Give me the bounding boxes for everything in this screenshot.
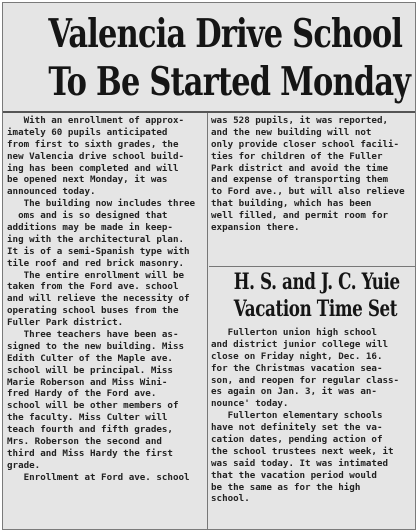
text-line: The entire enrollment will be (7, 269, 185, 281)
text-line: school will be principal. Miss (7, 364, 173, 376)
text-line: Fullerton union high school (211, 327, 377, 338)
text-line: Marie Roberson and Miss Wini- (7, 376, 168, 388)
text-line: signed to the new building. Miss (7, 340, 185, 352)
subhead-line-2: Vacation Time Set (233, 296, 398, 322)
text-line: was said today. It was intimated (211, 457, 389, 469)
text-line: third and Miss Hardy the first (7, 447, 173, 459)
text-line: be opened next Monday, it was (7, 174, 168, 186)
text-line: Mrs. Roberson the second and (7, 436, 162, 448)
text-line: operating school buses from the (7, 305, 179, 317)
text-line: announced today. (7, 186, 96, 198)
text-line: for the Christmas vacation sea- (211, 362, 383, 374)
text-line: teach fourth and fifth grades, (7, 424, 173, 436)
text-line: and district junior college will (211, 338, 389, 350)
article-left-column (7, 115, 203, 484)
text-line: cation dates, pending action of (211, 434, 383, 446)
text-line: With an enrollment of approx- (7, 115, 185, 126)
text-line: have not definitely set the va- (211, 422, 383, 434)
text-line: that building, which has been (211, 198, 372, 210)
text-line: be the same as for the high (211, 481, 361, 493)
text-line: oms and is so designed that (7, 210, 168, 222)
text-line: to Ford ave., but will also relieve (211, 186, 405, 198)
text-line: The building now includes three (7, 198, 196, 210)
text-line: ing with the architectural plan. (7, 233, 185, 245)
text-line: expansion there. (211, 222, 300, 234)
newspaper-clipping (2, 2, 416, 530)
article-separator-rule (209, 266, 415, 267)
vacation-article-column (211, 327, 411, 505)
headline-rule (3, 111, 415, 113)
text-line: ing has been completed and will (7, 162, 179, 174)
text-line: well filled, and permit room for (211, 210, 389, 222)
text-line: Fuller Park district. (7, 317, 124, 329)
headline-line-1: Valencia Drive School (48, 11, 403, 57)
text-line: school. (211, 493, 250, 505)
text-line: fred Hardy of the Ford ave. (7, 388, 157, 400)
text-line: nounce' today. (211, 398, 289, 410)
text-line: Enrollment at Ford ave. school (7, 471, 190, 483)
text-line: Three teachers have been as- (7, 329, 179, 341)
text-line: Fullerton elementary schools (211, 410, 383, 422)
article-right-column (211, 115, 411, 234)
text-line: taken from the Ford ave. school (7, 281, 179, 293)
text-line: and the new building will not (211, 126, 372, 138)
text-line: only provide closer school facili- (211, 138, 400, 150)
text-line: from first to sixth grades, the (7, 138, 179, 150)
text-line: was 528 pupils, it was reported, (211, 115, 389, 126)
text-line: and expense of transporting them (211, 174, 389, 186)
text-line: new Valencia drive school build- (7, 150, 185, 162)
subhead-line-1: H. S. and J. C. Yuie (233, 269, 400, 295)
text-line: grade. (7, 459, 41, 471)
text-line: tile roof and red brick masonry. (7, 257, 185, 269)
text-line: school will be other members of (7, 400, 179, 412)
text-line: es again on Jan. 3, it was an- (211, 386, 377, 398)
headline-line-2: To Be Started Monday (48, 59, 411, 105)
text-line: that the vacation period would (211, 469, 377, 481)
text-line: It is of a semi-Spanish type with (7, 245, 190, 257)
text-line: and will relieve the necessity of (7, 293, 190, 305)
text-line: close on Friday night, Dec. 16. (211, 350, 383, 362)
text-line: additions may be made in keep- (7, 222, 173, 234)
text-line: Park district and avoid the time (211, 162, 389, 174)
text-line: Edith Culter of the Maple ave. (7, 352, 173, 364)
text-line: the faculty. Miss Culter will (7, 412, 168, 424)
text-line: son, and reopen for regular class- (211, 374, 400, 386)
text-line: imately 60 pupils anticipated (7, 126, 168, 138)
column-divider (207, 113, 208, 529)
text-line: ties for children of the Fuller (211, 150, 383, 162)
text-line: the school trustees next week, it (211, 445, 394, 457)
